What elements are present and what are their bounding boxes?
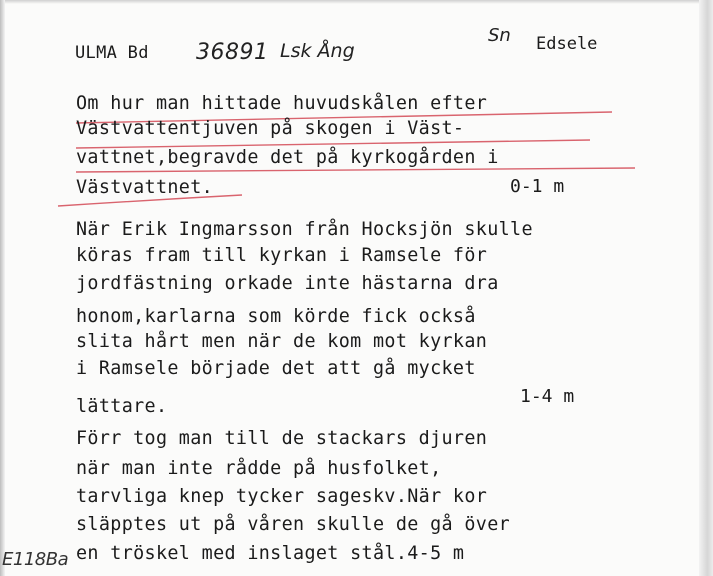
entry-2-line-4: honom,karlarna som körde fick också	[76, 306, 476, 327]
entry-1-line-2: Västvattentjuven på skogen i Väst-	[76, 118, 465, 139]
archive-label: ULMA Bd	[75, 43, 149, 63]
entry-1-line-3: vattnet,begravde det på kyrkogården i	[76, 147, 499, 168]
entry-3-line-3: tarvliga knep tycker sageskv.När kor	[76, 486, 488, 507]
entry-2-line-2: köras fram till kyrkan i Ramsele för	[76, 245, 488, 266]
entry-1-measure: 0-1 m	[510, 176, 565, 197]
archive-side-code: E118Ba	[2, 549, 69, 570]
entry-2-line-7: lättare.	[76, 396, 168, 417]
entry-2-line-1: När Erik Ingmarsson från Hocksjön skulle	[76, 219, 533, 240]
entry-2-line-5: slita hårt men när de kom mot kyrkan	[76, 331, 488, 352]
entry-3-line-2: när man inte rådde på husfolket,	[76, 458, 442, 479]
parish-name: Edsele	[536, 34, 598, 54]
entry-1-line-4: Västvattnet.	[76, 177, 214, 198]
entry-2-measure: 1-4 m	[520, 386, 575, 407]
entry-3-line-5: en tröskel med inslaget stål.4-5 m	[76, 543, 465, 564]
parish-label: Sn	[488, 25, 511, 46]
entry-3-line-4: släpptes ut på våren skulle de gå över	[76, 514, 511, 535]
record-number: 36891	[196, 40, 269, 65]
entry-1-line-1: Om hur man hittade huvudskålen efter	[76, 93, 488, 114]
entry-3-line-1: Förr tog man till de stackars djuren	[76, 428, 488, 449]
area-code: Lsk Ång	[280, 40, 355, 62]
entry-2-line-6: i Ramsele började det att gå mycket	[76, 358, 476, 379]
entry-2-line-3: jordfästning orkade inte hästarna dra	[76, 273, 499, 294]
